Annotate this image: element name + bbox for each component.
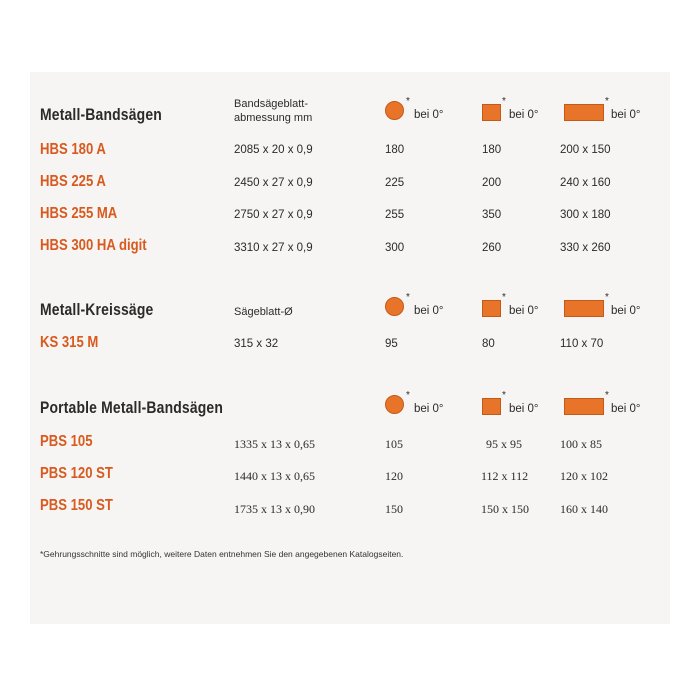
square-stock-icon [482, 398, 501, 415]
model-name: HBS 225 A [40, 173, 106, 190]
round-capacity: 255 [385, 209, 405, 221]
asterisk: * [502, 292, 506, 303]
rect-capacity: 330 x 260 [560, 242, 611, 254]
model-name: PBS 150 ST [40, 497, 113, 514]
angle-label: bei 0° [509, 305, 539, 317]
rect-capacity: 200 x 150 [560, 144, 611, 156]
angle-label: bei 0° [611, 305, 641, 317]
section-title-metall-kreissaege: Metall-Kreissäge [40, 300, 154, 319]
rect-capacity: 300 x 180 [560, 209, 611, 221]
rectangular-stock-icon [564, 104, 604, 121]
section-title-portable-metall-bandsaegen: Portable Metall-Bandsägen [40, 398, 224, 417]
round-capacity: 300 [385, 242, 405, 254]
round-stock-icon [385, 101, 404, 120]
model-name: PBS 105 [40, 433, 93, 450]
round-capacity: 95 [385, 338, 398, 350]
rect-capacity: 160 x 140 [560, 502, 608, 516]
column-header-blade [234, 97, 312, 125]
round-stock-icon [385, 297, 404, 316]
section-title-metall-bandsaegen: Metall-Bandsägen [40, 105, 162, 124]
angle-label: bei 0° [414, 109, 444, 121]
square-capacity: 112 x 112 [481, 469, 529, 483]
round-capacity: 150 [385, 502, 403, 516]
model-name: HBS 180 A [40, 141, 106, 158]
blade-size: 1335 x 13 x 0,65 [234, 437, 315, 451]
angle-label: bei 0° [414, 403, 444, 415]
square-capacity: 260 [482, 242, 502, 254]
rectangular-stock-icon [564, 398, 604, 415]
model-name: HBS 300 HA digit [40, 237, 147, 254]
asterisk: * [406, 292, 410, 303]
square-capacity: 350 [482, 209, 502, 221]
round-capacity: 105 [385, 437, 403, 451]
asterisk: * [605, 96, 609, 107]
blade-size: 1440 x 13 x 0,65 [234, 469, 315, 483]
asterisk: * [406, 96, 410, 107]
asterisk: * [502, 390, 506, 401]
round-capacity: 120 [385, 469, 403, 483]
rect-capacity: 240 x 160 [560, 177, 611, 189]
square-capacity: 150 x 150 [481, 502, 529, 516]
column-header-blade-diameter: Sägeblatt-Ø [234, 306, 293, 318]
square-stock-icon [482, 300, 501, 317]
angle-label: bei 0° [611, 403, 641, 415]
rectangular-stock-icon [564, 300, 604, 317]
angle-label: bei 0° [509, 109, 539, 121]
column-header-blade-line2: abmessung mm [234, 112, 313, 124]
blade-size: 2750 x 27 x 0,9 [234, 209, 313, 221]
square-capacity: 80 [482, 338, 495, 350]
asterisk: * [502, 96, 506, 107]
model-name: KS 315 M [40, 334, 99, 351]
angle-label: bei 0° [611, 109, 641, 121]
asterisk: * [406, 390, 410, 401]
square-capacity: 180 [482, 144, 502, 156]
square-stock-icon [482, 104, 501, 121]
round-stock-icon [385, 395, 404, 414]
blade-size: 3310 x 27 x 0,9 [234, 242, 313, 254]
angle-label: bei 0° [509, 403, 539, 415]
asterisk: * [605, 292, 609, 303]
rect-capacity: 110 x 70 [560, 338, 604, 350]
round-capacity: 180 [385, 144, 405, 156]
blade-size: 2450 x 27 x 0,9 [234, 177, 313, 189]
round-capacity: 225 [385, 177, 405, 189]
column-header-blade-line1: Bandsägeblatt- [234, 98, 308, 110]
blade-size: 1735 x 13 x 0,90 [234, 502, 315, 516]
rect-capacity: 100 x 85 [560, 437, 602, 451]
model-name: PBS 120 ST [40, 465, 113, 482]
footnote: *Gehrungsschnitte sind möglich, weitere Daten entnehmen Sie den angegebenen Katalogseiten. [40, 549, 404, 559]
asterisk: * [605, 390, 609, 401]
angle-label: bei 0° [414, 305, 444, 317]
blade-size: 2085 x 20 x 0,9 [234, 144, 313, 156]
square-capacity: 95 x 95 [486, 437, 522, 451]
blade-size: 315 x 32 [234, 338, 279, 350]
square-capacity: 200 [482, 177, 502, 189]
rect-capacity: 120 x 102 [560, 469, 608, 483]
model-name: HBS 255 MA [40, 205, 118, 222]
